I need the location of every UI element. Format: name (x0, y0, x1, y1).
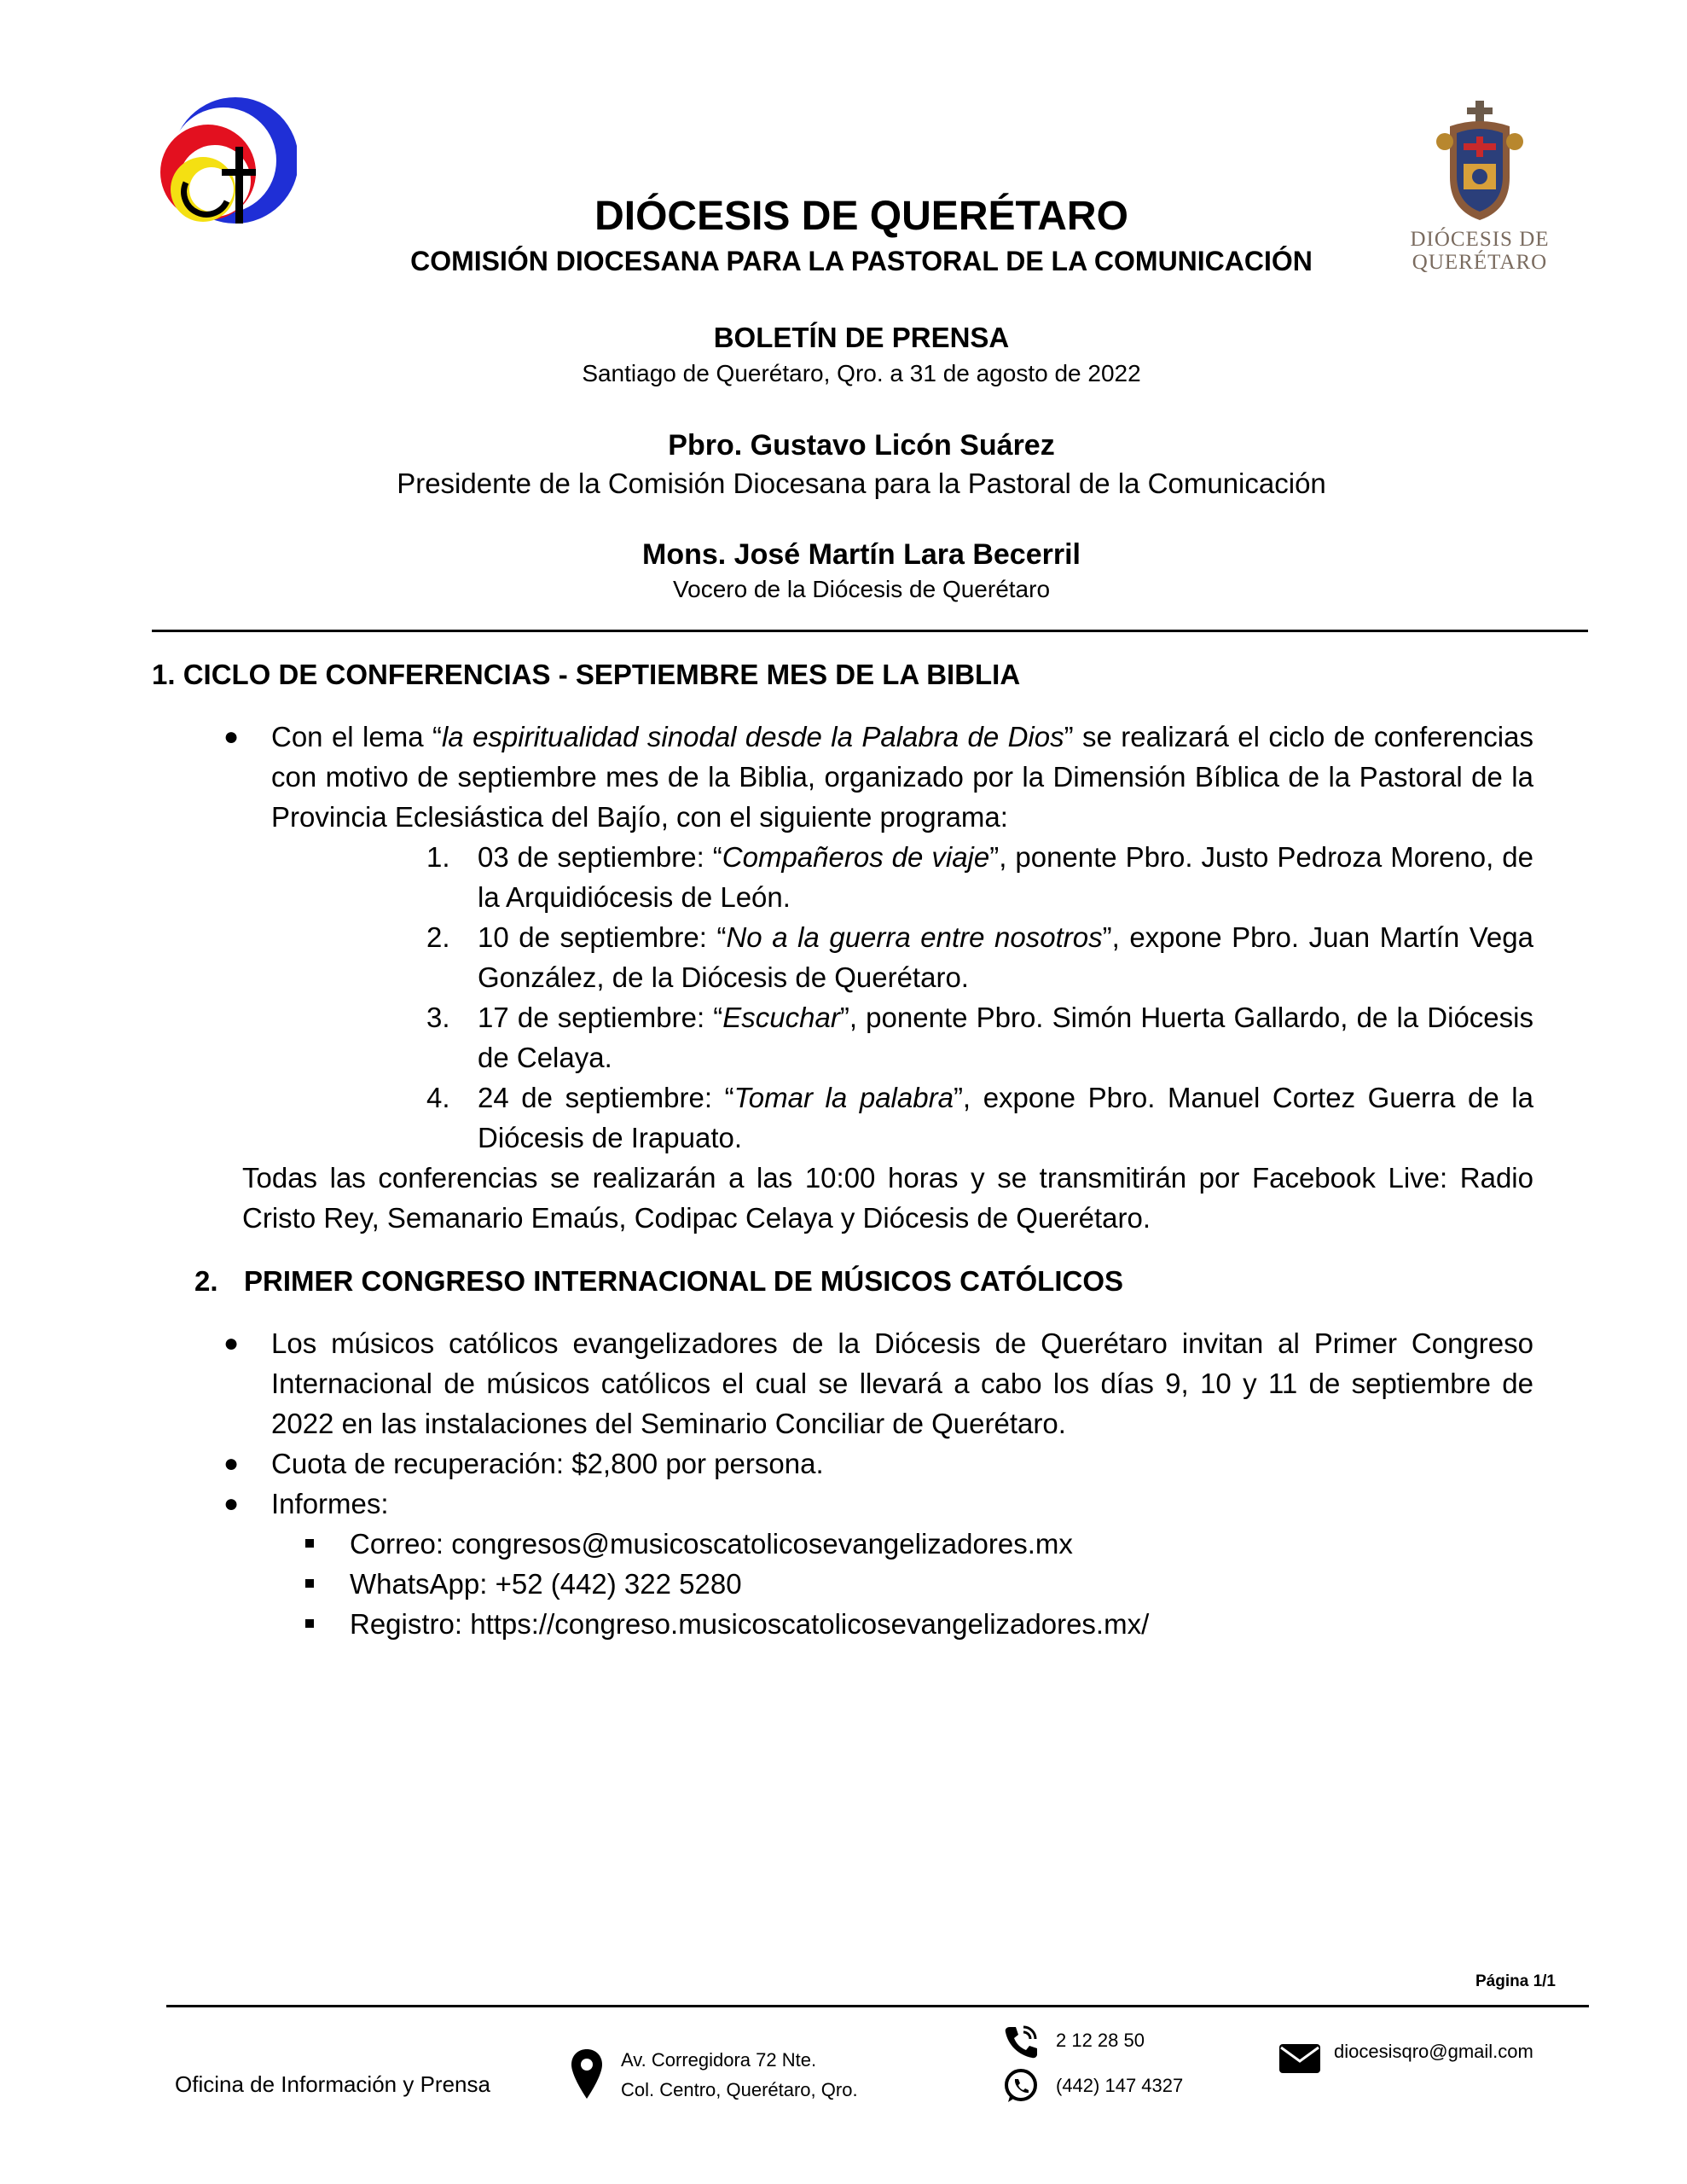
congress-fee: Cuota de recuperación: $2,800 por persona. (271, 1448, 824, 1479)
program-item (152, 997, 1533, 1077)
section2-number: 2. (194, 1265, 218, 1297)
section1-intro (152, 717, 1533, 837)
person2-role: Vocero de la Diócesis de Querétaro (672, 576, 1051, 602)
person1-role: Presidente de la Comisión Diocesana para la Pastoral de la Comunicación (397, 468, 1326, 499)
person2-name: Mons. José Martín Lara Becerril (642, 538, 1081, 571)
footer-office: Oficina de Información y Prensa (175, 2071, 490, 2097)
footer-address (621, 2045, 858, 2105)
footer-whatsapp: (442) 147 4327 (1056, 2075, 1184, 2096)
address-line1: Av. Corregidora 72 Nte. (621, 2049, 817, 2071)
phone-icon (1003, 2024, 1039, 2059)
info-whatsapp-text: WhatsApp: +52 (442) 322 5280 (350, 1568, 742, 1600)
section2-bullet (152, 1323, 1533, 1443)
section1-title: 1. CICLO DE CONFERENCIAS - SEPTIEMBRE MES DE LA BIBLIA (152, 659, 1021, 690)
program-item (152, 917, 1533, 997)
program-topic: Tomar la palabra (733, 1082, 954, 1113)
bulletin-title: BOLETÍN DE PRENSA (713, 322, 1010, 353)
program-number: 1. (426, 841, 450, 873)
square-bullet (305, 1619, 314, 1628)
congress-description: Los músicos católicos evangelizadores de la Diócesis de Querétaro invitan al Primer Congreso Internacional de músicos católicos el cual se llevará a cabo los días 9, 10 y 11 de septiembre de 2022 en las instalaciones del Seminario Conciliar de Querétaro. (271, 1327, 1533, 1439)
diocese-title: DIÓCESIS DE QUERÉTARO (594, 194, 1128, 239)
commission-title: COMISIÓN DIOCESANA PARA LA PASTORAL DE LA COMUNICACIÓN (410, 246, 1313, 276)
footer-email: diocesisqro@gmail.com (1334, 2041, 1533, 2062)
congress-info-label: Informes: (271, 1488, 389, 1519)
seal-text-line2: QUERÉTARO (1412, 251, 1548, 274)
info-email (152, 1524, 1533, 1564)
program-date: 03 de septiembre: “ (478, 841, 722, 873)
intro-motto: la espiritualidad sinodal desde la Palabra de Dios (441, 721, 1064, 752)
program-topic: No a la guerra entre nosotros (726, 921, 1103, 953)
program-date: 10 de septiembre: “ (478, 921, 727, 953)
info-registration-text: Registro: https://congreso.musicoscatolicosevangelizadores.mx/ (350, 1608, 1150, 1640)
section2-bullet (152, 1443, 1533, 1484)
footer-divider (166, 2005, 1589, 2007)
header-divider (152, 630, 1588, 632)
address-line2: Col. Centro, Querétaro, Qro. (621, 2079, 858, 2100)
program-number: 4. (426, 1082, 450, 1113)
seal-text-line1: DIÓCESIS DE (1410, 228, 1550, 251)
program-topic: Escuchar (722, 1002, 840, 1033)
intro-post: ” se realizará el ciclo de conferencias con motivo de septiembre mes de la Biblia, organizado por la Dimensión Bíblica de la Pastoral de la Provincia Eclesiástica del Bajío, con el siguiente programa: (271, 721, 1533, 833)
whatsapp-icon (1003, 2068, 1039, 2104)
section1-closing: Todas las conferencias se realizarán a las 10:00 horas y se transmitirán por Facebook Live: Radio Cristo Rey, Semanario Emaús, Codipac Celaya y Diócesis de Querétaro. (242, 1162, 1533, 1234)
document-header (171, 191, 1552, 606)
section2-bullet (152, 1484, 1533, 1524)
bulletin-date: Santiago de Querétaro, Qro. a 31 de agosto de 2022 (582, 360, 1141, 386)
program-speaker: ”, expone Pbro. Juan Martín Vega González, de la Diócesis de Querétaro. (478, 921, 1533, 993)
square-bullet (305, 1539, 314, 1548)
program-item (152, 837, 1533, 917)
program-number: 3. (426, 1002, 450, 1033)
program-number: 2. (426, 921, 450, 953)
bullet-dot: ● (223, 723, 240, 751)
footer-phone: 2 12 28 50 (1056, 2030, 1145, 2051)
square-bullet (305, 1579, 314, 1588)
intro-pre: Con el lema “ (271, 721, 442, 752)
bullet-dot: ● (223, 1490, 240, 1518)
info-registration (152, 1604, 1533, 1644)
section2-title (152, 1262, 1533, 1301)
bullet-dot: ● (223, 1449, 240, 1478)
program-date: 24 de septiembre: “ (478, 1082, 734, 1113)
person1-name: Pbro. Gustavo Licón Suárez (668, 429, 1055, 462)
section2-list (152, 1323, 1533, 1644)
program-date: 17 de septiembre: “ (478, 1002, 723, 1033)
map-pin-icon (570, 2048, 604, 2100)
program-speaker: ”, ponente Pbro. Justo Pedroza Moreno, de la Arquidiócesis de León. (478, 841, 1533, 913)
program-item (152, 1077, 1533, 1158)
section2-title-text: PRIMER CONGRESO INTERNACIONAL DE MÚSICOS CATÓLICOS (244, 1265, 1123, 1297)
page-number: Página 1/1 (1475, 1972, 1556, 1990)
info-whatsapp (152, 1564, 1533, 1604)
bulletin-body (152, 655, 1533, 1644)
conference-program (152, 837, 1533, 1158)
program-speaker: ”, ponente Pbro. Simón Huerta Gallardo, de la Diócesis de Celaya. (478, 1002, 1533, 1073)
email-icon (1278, 2041, 1322, 2075)
bullet-dot: ● (223, 1329, 240, 1357)
program-topic: Compañeros de viaje (722, 841, 990, 873)
info-email-text: Correo: congresos@musicoscatolicosevangelizadores.mx (350, 1528, 1073, 1560)
program-speaker: ”, expone Pbro. Manuel Cortez Guerra de la Diócesis de Irapuato. (478, 1082, 1533, 1153)
